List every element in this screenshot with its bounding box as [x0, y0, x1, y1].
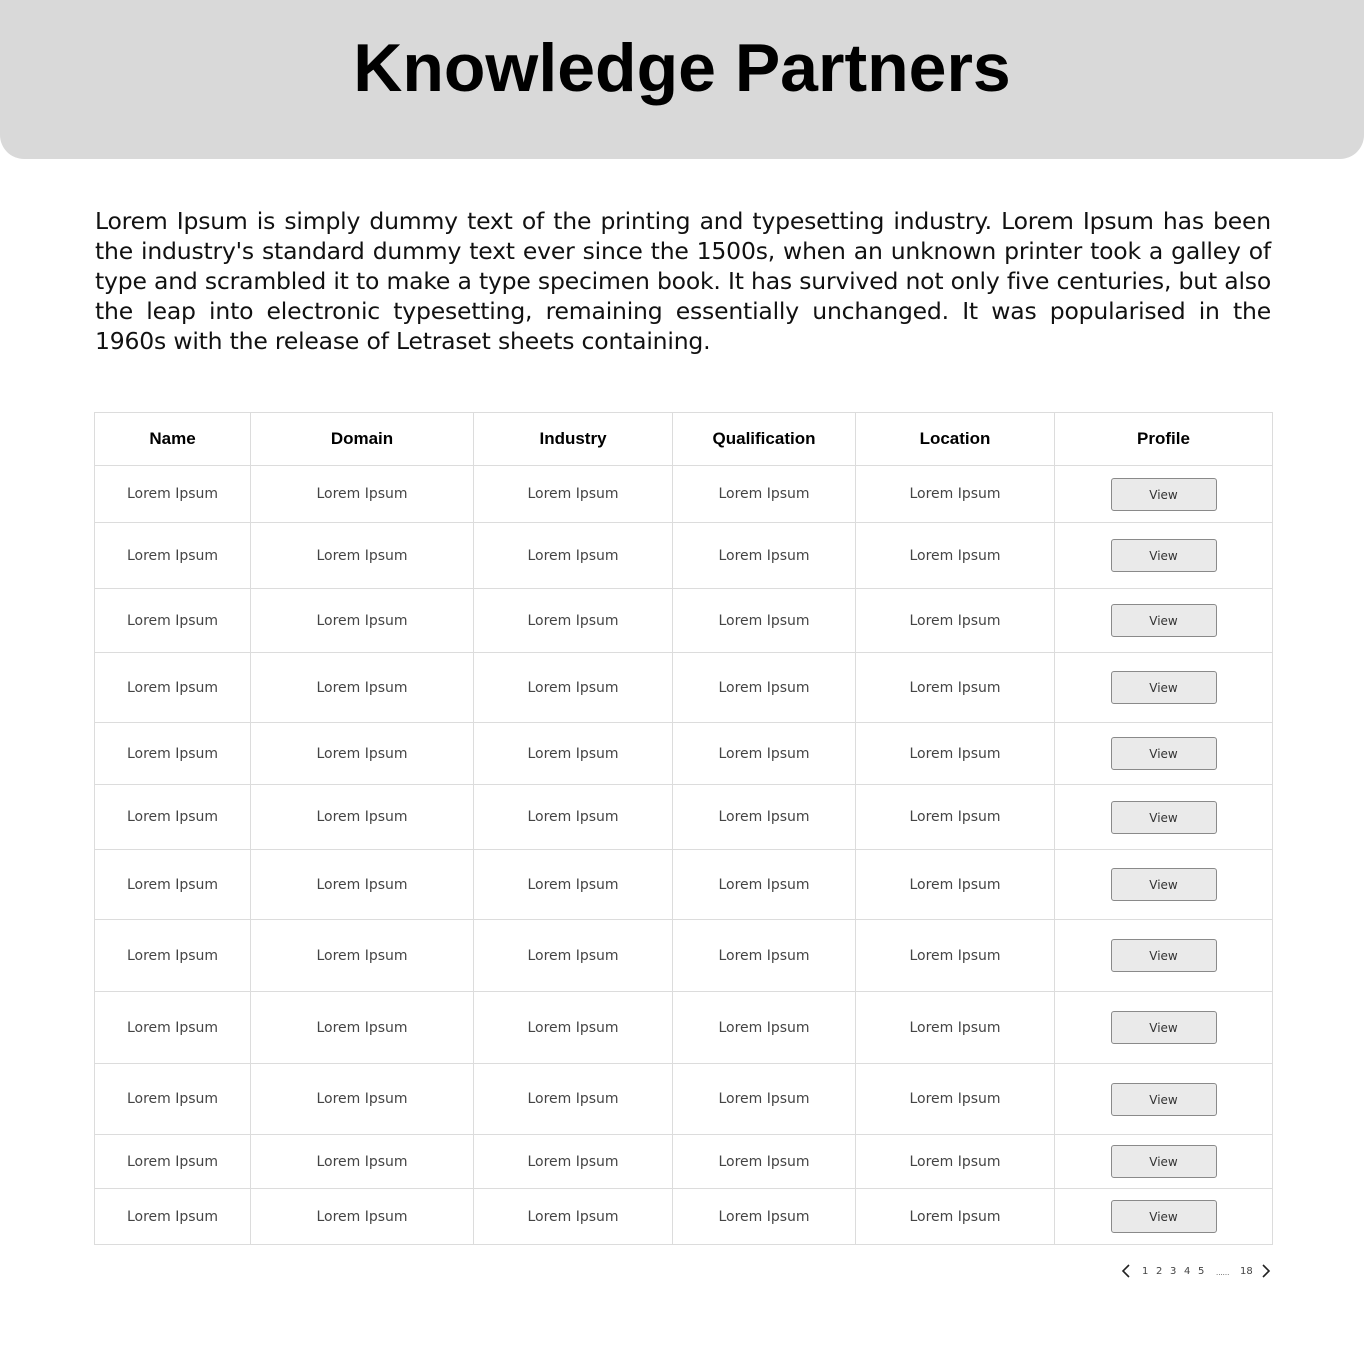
- pagination: [1116, 1262, 1276, 1282]
- cell-industry: Lorem Ipsum: [474, 1189, 673, 1245]
- cell-domain: Lorem Ipsum: [251, 523, 474, 589]
- cell-industry: Lorem Ipsum: [474, 466, 673, 523]
- cell-industry: Lorem Ipsum: [474, 589, 673, 653]
- view-profile-button[interactable]: View: [1111, 1083, 1217, 1116]
- table-row: [95, 992, 1273, 1064]
- table-row: [95, 589, 1273, 653]
- cell-profile: [1055, 1189, 1273, 1245]
- view-profile-button[interactable]: View: [1111, 939, 1217, 972]
- view-profile-button[interactable]: View: [1111, 671, 1217, 704]
- cell-name: Lorem Ipsum: [95, 723, 251, 785]
- cell-location: Lorem Ipsum: [856, 653, 1055, 723]
- cell-qualification: Lorem Ipsum: [673, 653, 856, 723]
- cell-location: Lorem Ipsum: [856, 589, 1055, 653]
- cell-qualification: Lorem Ipsum: [673, 1064, 856, 1135]
- cell-location: Lorem Ipsum: [856, 850, 1055, 920]
- page-title: Knowledge Partners: [353, 30, 1011, 106]
- view-profile-button[interactable]: View: [1111, 539, 1217, 572]
- table-row: [95, 723, 1273, 785]
- cell-name: Lorem Ipsum: [95, 1135, 251, 1189]
- cell-profile: [1055, 785, 1273, 850]
- table-row: [95, 523, 1273, 589]
- cell-location: Lorem Ipsum: [856, 1064, 1055, 1135]
- cell-qualification: Lorem Ipsum: [673, 523, 856, 589]
- cell-industry: Lorem Ipsum: [474, 1135, 673, 1189]
- cell-qualification: Lorem Ipsum: [673, 1189, 856, 1245]
- cell-profile: [1055, 466, 1273, 523]
- table-row: [95, 653, 1273, 723]
- cell-qualification: Lorem Ipsum: [673, 992, 856, 1064]
- view-profile-button[interactable]: View: [1111, 1200, 1217, 1233]
- cell-profile: [1055, 653, 1273, 723]
- table-header-row: [95, 413, 1273, 466]
- cell-domain: Lorem Ipsum: [251, 850, 474, 920]
- cell-domain: Lorem Ipsum: [251, 723, 474, 785]
- table-row: [95, 785, 1273, 850]
- page-link-1[interactable]: 1: [1142, 1266, 1149, 1277]
- view-profile-button[interactable]: View: [1111, 1011, 1217, 1044]
- cell-name: Lorem Ipsum: [95, 850, 251, 920]
- cell-name: Lorem Ipsum: [95, 466, 251, 523]
- page-link-3[interactable]: 3: [1170, 1266, 1177, 1277]
- cell-industry: Lorem Ipsum: [474, 785, 673, 850]
- view-profile-button[interactable]: View: [1111, 604, 1217, 637]
- view-profile-button[interactable]: View: [1111, 801, 1217, 834]
- cell-name: Lorem Ipsum: [95, 1064, 251, 1135]
- cell-profile: [1055, 920, 1273, 992]
- column-header-domain: Domain: [251, 413, 474, 466]
- cell-name: Lorem Ipsum: [95, 920, 251, 992]
- view-profile-button[interactable]: View: [1111, 737, 1217, 770]
- cell-industry: Lorem Ipsum: [474, 850, 673, 920]
- cell-domain: Lorem Ipsum: [251, 466, 474, 523]
- page-header: [0, 0, 1364, 159]
- cell-name: Lorem Ipsum: [95, 992, 251, 1064]
- page-link-2[interactable]: 2: [1156, 1266, 1163, 1277]
- page-link-last[interactable]: 18: [1240, 1266, 1253, 1277]
- view-profile-button[interactable]: View: [1111, 1145, 1217, 1178]
- cell-industry: Lorem Ipsum: [474, 523, 673, 589]
- cell-location: Lorem Ipsum: [856, 992, 1055, 1064]
- cell-industry: Lorem Ipsum: [474, 992, 673, 1064]
- table-row: [95, 850, 1273, 920]
- cell-name: Lorem Ipsum: [95, 589, 251, 653]
- cell-profile: [1055, 723, 1273, 785]
- cell-domain: Lorem Ipsum: [251, 1064, 474, 1135]
- chevron-left-icon[interactable]: [1120, 1263, 1134, 1279]
- table-body: [95, 466, 1273, 1245]
- cell-qualification: Lorem Ipsum: [673, 723, 856, 785]
- table-row: [95, 1135, 1273, 1189]
- cell-location: Lorem Ipsum: [856, 466, 1055, 523]
- cell-name: Lorem Ipsum: [95, 785, 251, 850]
- cell-industry: Lorem Ipsum: [474, 1064, 673, 1135]
- cell-qualification: Lorem Ipsum: [673, 1135, 856, 1189]
- cell-profile: [1055, 523, 1273, 589]
- cell-qualification: Lorem Ipsum: [673, 589, 856, 653]
- cell-name: Lorem Ipsum: [95, 653, 251, 723]
- cell-domain: Lorem Ipsum: [251, 1189, 474, 1245]
- cell-domain: Lorem Ipsum: [251, 785, 474, 850]
- cell-profile: [1055, 1135, 1273, 1189]
- cell-location: Lorem Ipsum: [856, 785, 1055, 850]
- cell-location: Lorem Ipsum: [856, 523, 1055, 589]
- cell-domain: Lorem Ipsum: [251, 1135, 474, 1189]
- chevron-right-icon[interactable]: [1260, 1263, 1274, 1279]
- column-header-location: Location: [856, 413, 1055, 466]
- cell-industry: Lorem Ipsum: [474, 653, 673, 723]
- cell-location: Lorem Ipsum: [856, 1189, 1055, 1245]
- cell-profile: [1055, 1064, 1273, 1135]
- cell-domain: Lorem Ipsum: [251, 920, 474, 992]
- cell-domain: Lorem Ipsum: [251, 589, 474, 653]
- cell-name: Lorem Ipsum: [95, 1189, 251, 1245]
- table-row: [95, 920, 1273, 992]
- cell-qualification: Lorem Ipsum: [673, 850, 856, 920]
- cell-domain: Lorem Ipsum: [251, 992, 474, 1064]
- column-header-profile: Profile: [1055, 413, 1273, 466]
- column-header-industry: Industry: [474, 413, 673, 466]
- cell-location: Lorem Ipsum: [856, 1135, 1055, 1189]
- cell-domain: Lorem Ipsum: [251, 653, 474, 723]
- intro-paragraph: Lorem Ipsum is simply dummy text of the printing and typesetting industry. Lorem Ipsum has been the industry's standard dummy text ever since the 1500s, when an unknown printer took a galley of type and scrambled it to make a type specimen book. It has survived not only five centuries, but also the leap into electronic typesetting, remaining essentially unchanged. It was popularised in the 1960s with the release of Letraset sheets containing.: [95, 207, 1271, 355]
- table-row: [95, 466, 1273, 523]
- pagination-ellipsis: ......: [1216, 1269, 1230, 1277]
- cell-industry: Lorem Ipsum: [474, 920, 673, 992]
- column-header-qualification: Qualification: [673, 413, 856, 466]
- partners-table: [94, 412, 1273, 1245]
- cell-profile: [1055, 992, 1273, 1064]
- cell-name: Lorem Ipsum: [95, 523, 251, 589]
- page-link-5[interactable]: 5: [1198, 1266, 1205, 1277]
- page-link-4[interactable]: 4: [1184, 1266, 1191, 1277]
- cell-location: Lorem Ipsum: [856, 920, 1055, 992]
- cell-profile: [1055, 850, 1273, 920]
- table-row: [95, 1064, 1273, 1135]
- cell-qualification: Lorem Ipsum: [673, 466, 856, 523]
- table-row: [95, 1189, 1273, 1245]
- view-profile-button[interactable]: View: [1111, 868, 1217, 901]
- partners-table-container: [94, 412, 1272, 1245]
- cell-location: Lorem Ipsum: [856, 723, 1055, 785]
- view-profile-button[interactable]: View: [1111, 478, 1217, 511]
- cell-qualification: Lorem Ipsum: [673, 785, 856, 850]
- cell-profile: [1055, 589, 1273, 653]
- cell-qualification: Lorem Ipsum: [673, 920, 856, 992]
- column-header-name: Name: [95, 413, 251, 466]
- cell-industry: Lorem Ipsum: [474, 723, 673, 785]
